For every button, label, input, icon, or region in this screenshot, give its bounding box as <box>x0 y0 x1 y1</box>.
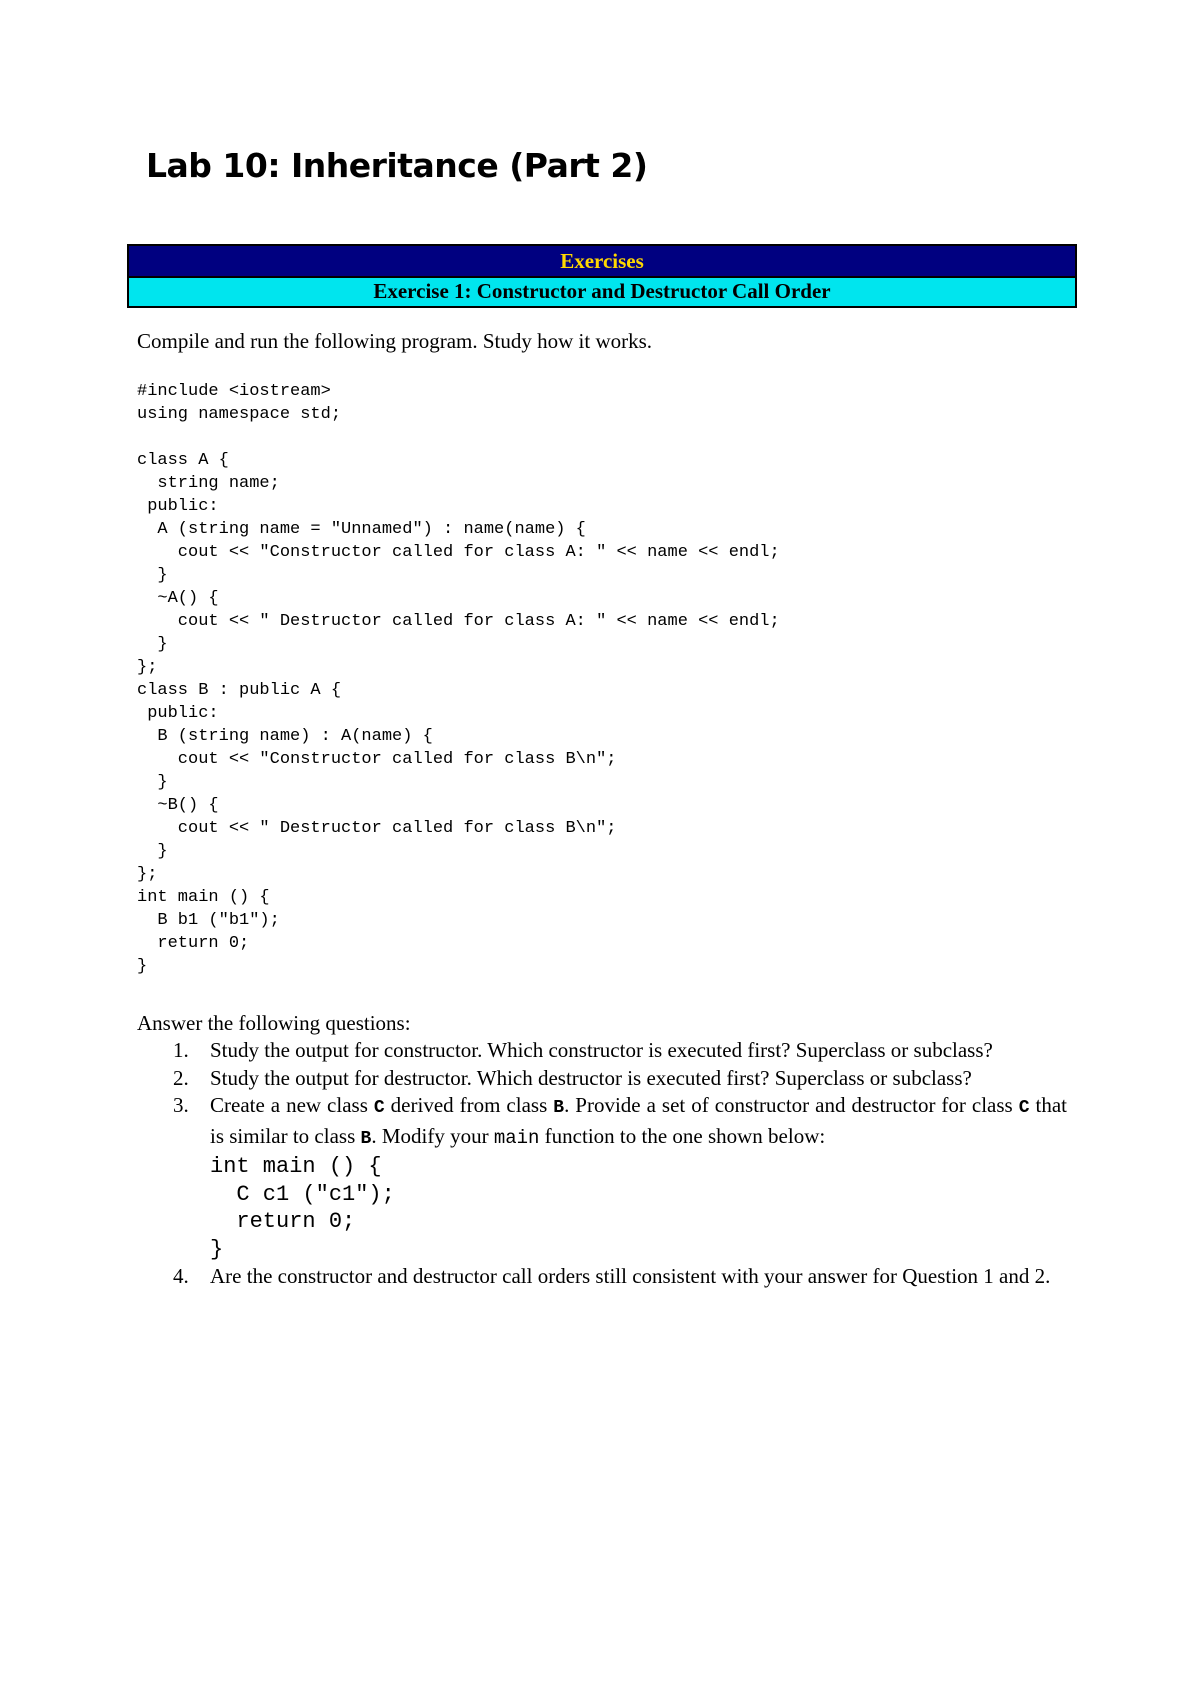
inline-code: B <box>360 1128 372 1149</box>
question-item <box>137 1037 1067 1065</box>
question-text-part: that is similar to class <box>210 1093 1067 1148</box>
inline-code: main <box>493 1126 540 1149</box>
question-list <box>137 1037 1067 1291</box>
question-text-part: . Provide a set of constructor and destructor for class <box>564 1093 1019 1117</box>
question-item <box>137 1092 1067 1263</box>
question-text: Are the constructor and destructor call orders still consistent with your answer for Question 1 and 2. <box>210 1264 1051 1288</box>
question-text-part: . Modify your <box>371 1123 494 1148</box>
questions-intro: Answer the following questions: <box>137 1011 411 1035</box>
banner-heading: Exercises <box>129 246 1075 276</box>
question-text-part: derived from class <box>384 1093 554 1117</box>
question-text-part: function to the one shown below: <box>539 1123 826 1148</box>
banner-subheading: Exercise 1: Constructor and Destructor Call Order <box>129 276 1075 306</box>
question-number: 4. <box>173 1264 189 1288</box>
question-item <box>137 1065 1067 1093</box>
code-listing: #include <iostream> using namespace std; class A { string name; public: A (string name = "Unnamed") : name(name) { cout << "Constructor called for class A: " << name << endl; } ~A() { cout << " Destructor called for class A: " << name << endl; } }; class B : public A { public: B (string name) : A(name) { cout << "Constructor called for class B\n"; } ~B() { cout << " Destructor called for class B\n"; } }; int main () { B b1 ("b1"); return 0; } <box>137 382 780 976</box>
question-text: Study the output for destructor. Which destructor is executed first? Superclass or subclass? <box>210 1065 972 1090</box>
exercises-banner <box>127 244 1077 308</box>
inline-code: C <box>1018 1098 1030 1118</box>
question-number: 3. <box>173 1093 189 1117</box>
code-snippet: int main () { C c1 ("c1"); return 0; } <box>210 1154 395 1262</box>
intro-text: Compile and run the following program. Study how it works. <box>137 329 653 353</box>
question-text: Study the output for constructor. Which constructor is executed first? Superclass or subclass? <box>210 1038 993 1062</box>
question-number: 1. <box>173 1038 189 1062</box>
question-item <box>137 1263 1067 1291</box>
question-text-part: Create a new class <box>210 1093 374 1117</box>
page-title: Lab 10: Inheritance (Part 2) <box>146 146 648 185</box>
question-number: 2. <box>173 1065 189 1090</box>
inline-code: B <box>553 1098 565 1118</box>
inline-code: C <box>373 1098 385 1118</box>
